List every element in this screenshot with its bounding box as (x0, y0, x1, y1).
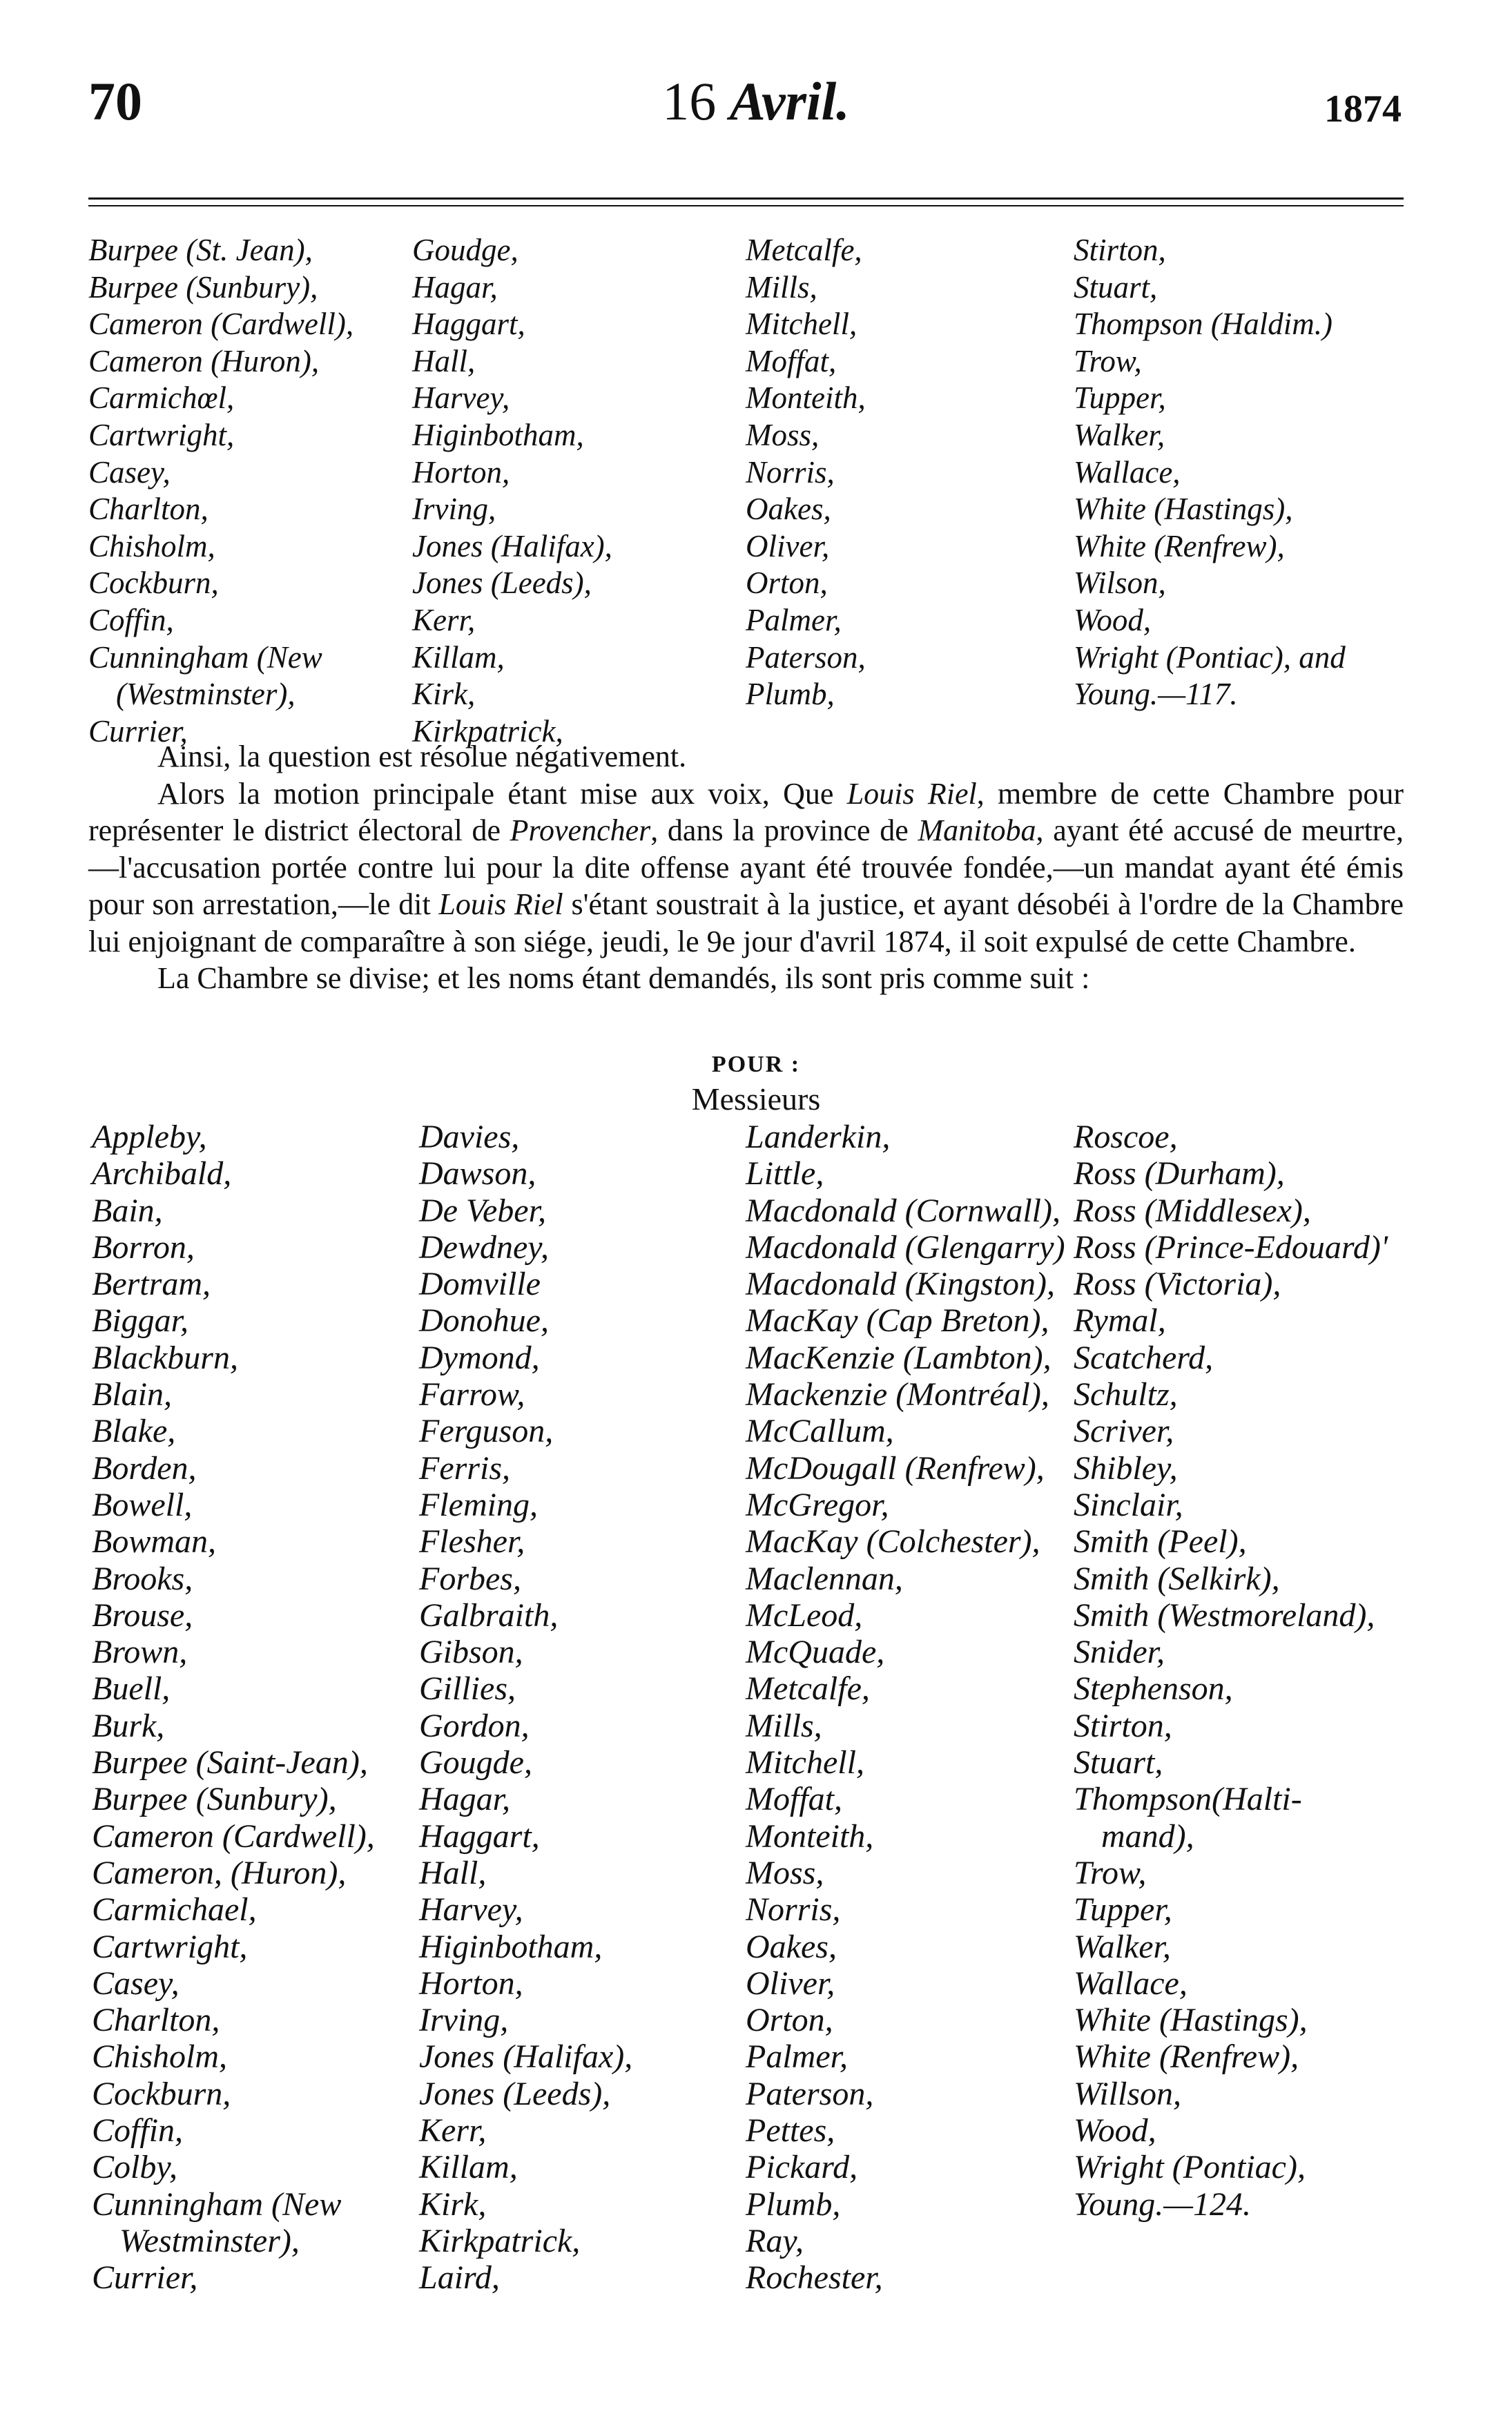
member-name: McQuade, (746, 1634, 885, 1671)
member-name: Cameron, (Huron), (92, 1854, 347, 1891)
member-name: Burk, (92, 1707, 165, 1744)
member-name: Orton, (746, 2002, 833, 2039)
member-name: MacKay (Cap Breton), (746, 1302, 1049, 1340)
member-name: Cunningham (New (92, 2185, 342, 2223)
member-name: Plumb, (746, 677, 835, 712)
member-name: Ross (Middlesex), (1074, 1192, 1311, 1229)
member-name: Currier, (88, 713, 188, 749)
member-name: Brown, (92, 1634, 188, 1671)
member-name: Young.—124. (1074, 2185, 1251, 2223)
first-list-col3 (746, 232, 866, 713)
member-name: Casey, (88, 454, 171, 490)
member-name: Cockburn, (92, 2075, 231, 2112)
member-name: Palmer, (746, 2038, 848, 2076)
paragraph-motion (88, 775, 1404, 960)
page-year: 1874 (1324, 88, 1402, 131)
member-name: Cameron (Huron), (88, 343, 320, 378)
member-name: Higinbotham, (412, 417, 584, 452)
member-name: Burpee (Sunbury), (92, 1781, 337, 1818)
member-name: Moss, (746, 1854, 824, 1891)
member-name: Smith (Peel), (1074, 1523, 1247, 1561)
member-name: Killam, (412, 639, 505, 675)
member-name: McCallum, (746, 1413, 894, 1450)
pour-list-col1 (92, 1119, 375, 2297)
member-name: Oakes, (746, 1928, 837, 1965)
member-name: Dawson, (419, 1155, 536, 1192)
member-name: Moffat, (746, 1781, 842, 1818)
member-name: Donohue, (419, 1302, 549, 1340)
member-name: Harvey, (412, 380, 510, 416)
page-date (0, 71, 1512, 131)
pour-heading: POUR : (711, 1052, 801, 1077)
member-name: Harvey, (419, 1891, 523, 1929)
motion-part-d: , ayant été accusé de meurtre,—l'accusation portée contre lui pour la dite offense ayant été trouvée fondée,—un mandat ayant été émis pour son arrestation,—le dit (88, 813, 1404, 921)
member-name: Fleming, (419, 1486, 538, 1523)
member-name: Thompson (Haldim.) (1074, 307, 1333, 342)
member-name: White (Renfrew), (1074, 528, 1285, 563)
pour-list-col2 (419, 1119, 632, 2297)
messieurs-heading: Messieurs (691, 1081, 821, 1117)
member-name: Blake, (92, 1413, 176, 1450)
member-name: Walker, (1074, 1928, 1171, 1965)
pour-list-col4 (1074, 1119, 1388, 2223)
member-name: Kirkpatrick, (412, 713, 563, 749)
member-name: Shibley, (1074, 1449, 1178, 1487)
member-name: Stuart, (1074, 1744, 1163, 1781)
member-name: Wood, (1074, 2112, 1156, 2150)
member-name: Cartwright, (92, 1928, 248, 1965)
member-name: Dewdney, (419, 1228, 549, 1266)
member-name: Killam, (419, 2149, 518, 2186)
member-name: Domville (419, 1266, 541, 1303)
member-name: Norris, (746, 454, 835, 490)
header-rule-thick (88, 197, 1404, 200)
member-name: Tupper, (1074, 1891, 1172, 1929)
member-name: Coffin, (92, 2112, 184, 2150)
member-name: Wright (Pontiac), and (1074, 639, 1346, 675)
member-name: Metcalfe, (746, 1670, 870, 1708)
member-name: Cockburn, (88, 566, 219, 601)
motion-part-a: Alors la motion principale étant mise aux voix, Que (157, 776, 847, 811)
name-provencher: Provencher (510, 813, 651, 847)
member-name: Macdonald (Cornwall), (746, 1192, 1060, 1229)
member-name: Ferguson, (419, 1413, 554, 1450)
member-name: Appleby, (92, 1119, 207, 1155)
motion-part-e: s'étant soustrait à la justice, et ayant désobéi à l'ordre de la Chambre lui enjoignant de comparaître à son siége, jeudi, le 9e jour d'avril 1874, il soit expulsé de cette Chambre. (88, 887, 1404, 958)
member-name: Bain, (92, 1192, 163, 1229)
member-name: Irving, (419, 2002, 509, 2039)
member-name: Wallace, (1074, 1964, 1188, 2002)
member-name: Gibson, (419, 1634, 523, 1671)
member-name: Hall, (419, 1854, 487, 1891)
member-name: Willson, (1074, 2075, 1182, 2112)
member-name: Kirkpatrick, (419, 2222, 581, 2259)
member-name: Smith (Westmoreland), (1074, 1596, 1375, 1634)
date-day: 16 (662, 71, 717, 131)
member-name: Bertram, (92, 1266, 211, 1303)
member-name: Coffin, (88, 602, 174, 637)
member-name: Landerkin, (746, 1119, 891, 1155)
member-name: Currier, (92, 2259, 198, 2297)
first-list-col1 (88, 232, 353, 750)
member-name: Ross (Victoria), (1074, 1266, 1281, 1303)
member-name: Burpee (St. Jean), (88, 233, 313, 267)
page-number: 70 (88, 71, 142, 131)
member-name: Scriver, (1074, 1413, 1174, 1450)
member-name: Forbes, (419, 1560, 521, 1597)
member-name: Mackenzie (Montréal), (746, 1376, 1049, 1413)
member-name: Galbraith, (419, 1596, 559, 1634)
member-name: White (Renfrew), (1074, 2038, 1299, 2076)
member-name: Horton, (412, 454, 510, 490)
member-name: McDougall (Renfrew), (746, 1449, 1045, 1487)
member-name: Rymal, (1074, 1302, 1166, 1340)
member-name: Smith (Selkirk), (1074, 1560, 1280, 1597)
member-name: Palmer, (746, 602, 842, 637)
member-name: Ferris, (419, 1449, 510, 1487)
member-name: Carmichœl, (88, 380, 235, 416)
member-name: Blain, (92, 1376, 172, 1413)
member-name: Kirk, (419, 2185, 487, 2223)
member-name: Wallace, (1074, 454, 1181, 490)
member-name: Gordon, (419, 1707, 530, 1744)
member-name: Plumb, (746, 2185, 841, 2223)
paragraph-division: La Chambre se divise; et les noms étant demandés, ils sont pris comme suit : (157, 961, 1090, 995)
member-name: Rochester, (746, 2259, 883, 2297)
member-name: Kerr, (419, 2112, 487, 2150)
member-name: Borden, (92, 1449, 197, 1487)
member-name: mand), (1101, 1817, 1194, 1855)
member-name: Buell, (92, 1670, 171, 1708)
member-name: Burpee (Sunbury), (88, 269, 318, 305)
member-name: Wright (Pontiac), (1074, 2149, 1306, 2186)
name-riel-2: Louis Riel (438, 887, 563, 921)
member-name: Macdonald (Kingston), (746, 1266, 1055, 1303)
member-name: Maclennan, (746, 1560, 903, 1597)
member-name: Flesher, (419, 1523, 525, 1561)
member-name: Wilson, (1074, 566, 1166, 601)
member-name: Brouse, (92, 1596, 193, 1634)
member-name: Moss, (746, 417, 820, 452)
member-name: Casey, (92, 1964, 180, 2002)
member-name: Cameron (Cardwell), (88, 307, 354, 342)
member-name: Norris, (746, 1891, 841, 1929)
member-name: Schultz, (1074, 1376, 1178, 1413)
member-name: White (Hastings), (1074, 2002, 1308, 2039)
member-name: Hagar, (412, 269, 498, 305)
member-name: Laird, (419, 2259, 500, 2297)
member-name: Farrow, (419, 1376, 525, 1413)
date-month: Avril. (729, 71, 850, 131)
motion-part-c: , dans la province de (650, 813, 918, 847)
member-name: Tupper, (1074, 380, 1166, 416)
member-name: Oliver, (746, 1964, 835, 2002)
member-name: Walker, (1074, 417, 1165, 452)
member-name: Wood, (1074, 602, 1152, 637)
member-name: Oakes, (746, 492, 831, 527)
name-riel: Louis Riel (846, 776, 977, 811)
member-name: Kerr, (412, 602, 476, 637)
motion-part-b: , membre de cette Chambre pour représenter le district électoral de (88, 776, 1404, 847)
member-name: Cunningham (New (88, 639, 322, 675)
member-name: Metcalfe, (746, 233, 862, 267)
member-name: Borron, (92, 1228, 195, 1266)
member-name: Chisholm, (88, 528, 215, 563)
member-name: Mills, (746, 269, 817, 305)
member-name: Paterson, (746, 639, 866, 675)
pour-list-col3 (746, 1119, 1065, 2297)
member-name: Haggart, (419, 1817, 540, 1855)
member-name: Paterson, (746, 2075, 874, 2112)
member-name: Mitchell, (746, 1744, 864, 1781)
member-name: Trow, (1074, 1854, 1147, 1891)
member-name: Haggart, (412, 307, 525, 342)
member-name: Bowman, (92, 1523, 216, 1561)
member-name: Stephenson, (1074, 1670, 1233, 1708)
member-name: Pettes, (746, 2112, 835, 2150)
member-name: Chisholm, (92, 2038, 228, 2076)
member-name: Oliver, (746, 528, 830, 563)
member-name: Burpee (Saint-Jean), (92, 1744, 368, 1781)
member-name: MacKenzie (Lambton), (746, 1339, 1051, 1376)
member-name: Dymond, (419, 1339, 540, 1376)
member-name: Biggar, (92, 1302, 189, 1340)
body-text (88, 738, 1404, 997)
member-name: Mills, (746, 1707, 822, 1744)
first-list-col2 (412, 232, 612, 750)
member-name: Davies, (419, 1119, 520, 1155)
header-rule-thin (88, 205, 1404, 206)
member-name: White (Hastings), (1074, 492, 1293, 527)
member-name: Jones (Halifax), (419, 2038, 633, 2076)
member-name: Bowell, (92, 1486, 193, 1523)
member-name: Stuart, (1074, 269, 1158, 305)
member-name: Carmichael, (92, 1891, 257, 1929)
member-name: Irving, (412, 492, 496, 527)
member-name: McGregor, (746, 1486, 889, 1523)
member-name: Monteith, (746, 380, 866, 416)
member-name: Higinbotham, (419, 1928, 603, 1965)
member-name: MacKay (Colchester), (746, 1523, 1040, 1561)
paragraph-result: Ainsi, la question est résolue négativement. (157, 740, 687, 773)
member-name: Goudge, (412, 233, 518, 267)
member-name: Trow, (1074, 343, 1142, 378)
member-name: Gougde, (419, 1744, 532, 1781)
member-name: Westminster), (119, 2222, 300, 2259)
member-name: Hall, (412, 343, 476, 378)
member-name: Colby, (92, 2149, 178, 2186)
member-name: Young.—117. (1074, 677, 1238, 712)
member-name: (Westminster), (116, 677, 295, 712)
member-name: Mitchell, (746, 307, 857, 342)
member-name: Sinclair, (1074, 1486, 1183, 1523)
member-name: Ross (Prince-Edouard)' (1074, 1228, 1388, 1266)
member-name: Thompson(Halti- (1074, 1781, 1302, 1818)
member-name: Brooks, (92, 1560, 193, 1597)
member-name: Jones (Halifax), (412, 528, 612, 563)
member-name: Gillies, (419, 1670, 516, 1708)
member-name: Little, (746, 1155, 824, 1192)
member-name: Orton, (746, 566, 828, 601)
member-name: De Veber, (419, 1192, 546, 1229)
member-name: Stirton, (1074, 233, 1166, 267)
member-name: Kirk, (412, 677, 476, 712)
member-name: Cartwright, (88, 417, 235, 452)
member-name: Ross (Durham), (1074, 1155, 1285, 1192)
member-name: Archibald, (92, 1155, 232, 1192)
member-name: Macdonald (Glengarry) (746, 1228, 1065, 1266)
member-name: Jones (Leeds), (419, 2075, 611, 2112)
member-name: Ray, (746, 2222, 804, 2259)
member-name: Pickard, (746, 2149, 858, 2186)
name-manitoba: Manitoba (918, 813, 1036, 847)
first-list-col4 (1074, 232, 1346, 713)
member-name: Monteith, (746, 1817, 874, 1855)
member-name: McLeod, (746, 1596, 863, 1634)
member-name: Horton, (419, 1964, 523, 2002)
member-name: Hagar, (419, 1781, 511, 1818)
member-name: Charlton, (92, 2002, 220, 2039)
member-name: Cameron (Cardwell), (92, 1817, 375, 1855)
member-name: Charlton, (88, 492, 209, 527)
member-name: Roscoe, (1074, 1119, 1178, 1155)
member-name: Scatcherd, (1074, 1339, 1214, 1376)
member-name: Snider, (1074, 1634, 1165, 1671)
member-name: Moffat, (746, 343, 837, 378)
member-name: Blackburn, (92, 1339, 238, 1376)
member-name: Stirton, (1074, 1707, 1172, 1744)
member-name: Jones (Leeds), (412, 566, 592, 601)
